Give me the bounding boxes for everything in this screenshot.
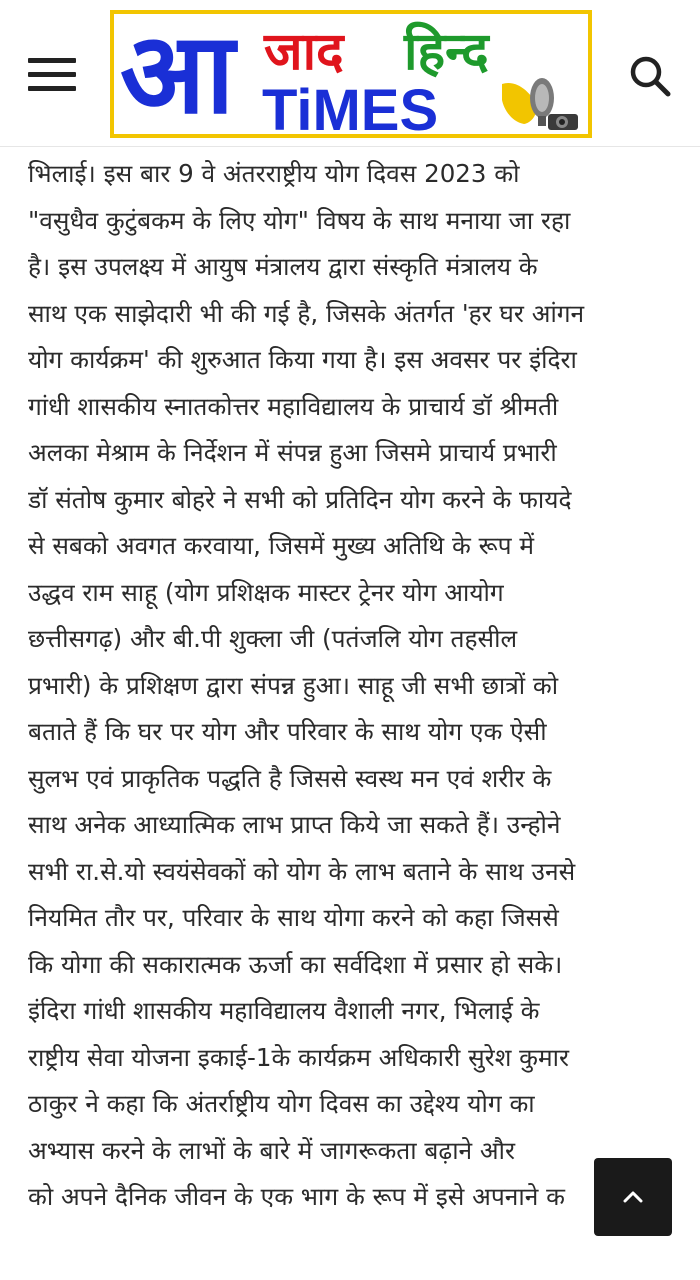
article-line: से सबको अवगत करवाया, जिसमें मुख्य अतिथि के रूप में bbox=[28, 531, 534, 560]
article-line: इंदिरा गांधी शासकीय महाविद्यालय वैशाली नगर, भिलाई के bbox=[28, 996, 540, 1025]
article-line: अलका मेश्राम के निर्देशन में संपन्न हुआ जिसमे प्राचार्य प्रभारी bbox=[28, 438, 557, 467]
search-button[interactable] bbox=[626, 52, 674, 100]
logo-word-hind: हिन्द bbox=[404, 22, 489, 82]
logo-word-jaad: जाद bbox=[264, 22, 344, 82]
article-body bbox=[28, 151, 676, 1221]
chevron-up-icon bbox=[618, 1182, 648, 1212]
logo-word-times: TiMES bbox=[262, 78, 439, 134]
article-line: है। इस उपलक्ष्य में आयुष मंत्रालय द्वारा संस्कृति मंत्रालय के bbox=[28, 252, 538, 281]
logo-graphic bbox=[114, 14, 588, 134]
article-line: कि योगा की सकारात्मक ऊर्जा का सर्वदिशा में प्रसार हो सके। bbox=[28, 949, 563, 979]
article-line: "वसुधैव कुटुंबकम के लिए योग" विषय के साथ मनाया जा रहा bbox=[28, 205, 571, 235]
article-line: नियमित तौर पर, परिवार के साथ योगा करने को कहा जिससे bbox=[28, 903, 559, 932]
article-line: साथ अनेक आध्यात्मिक लाभ प्राप्त किये जा सकते हैं। उन्होने bbox=[28, 810, 561, 839]
article-line: योग कार्यक्रम' की शुरुआत किया गया है। इस अवसर पर इंदिरा bbox=[28, 345, 577, 374]
article-line: अभ्यास करने के लाभों के बारे में जागरूकता बढ़ाने और bbox=[28, 1135, 516, 1165]
article-line: बताते हैं कि घर पर योग और परिवार के साथ योग एक ऐसी bbox=[28, 717, 547, 746]
site-header bbox=[0, 0, 700, 147]
logo-letter-aa: आ bbox=[120, 14, 235, 134]
article-line: डॉ संतोष कुमार बोहरे ने सभी को प्रतिदिन योग करने के फायदे bbox=[28, 484, 572, 514]
microphone-camera-icon bbox=[502, 78, 578, 130]
scroll-to-top-button[interactable] bbox=[594, 1158, 672, 1236]
article-line: ठाकुर ने कहा कि अंतर्राष्ट्रीय योग दिवस का उद्देश्य योग का bbox=[28, 1089, 535, 1118]
article-line: भिलाई। इस बार 9 वे अंतरराष्ट्रीय योग दिवस 2023 को bbox=[28, 159, 520, 188]
article-line: को अपने दैनिक जीवन के एक भाग के रूप में इसे अपनाने क bbox=[28, 1182, 565, 1211]
article-line: साथ एक साझेदारी भी की गई है, जिसके अंतर्गत 'हर घर आंगन bbox=[28, 298, 585, 328]
article-line: छत्तीसगढ़) और बी.पी शुक्ला जी (पतंजलि योग तहसील bbox=[28, 624, 518, 653]
article-line: सभी रा.से.यो स्वयंसेवकों को योग के लाभ बताने के साथ उनसे bbox=[28, 856, 576, 886]
article-line: राष्ट्रीय सेवा योजना इकाई-1के कार्यक्रम अधिकारी सुरेश कुमार bbox=[28, 1042, 569, 1072]
article-line: सुलभ एवं प्राकृतिक पद्धति है जिससे स्वस्थ मन एवं शरीर के bbox=[28, 763, 552, 793]
article-content bbox=[0, 146, 700, 1280]
article-line: उद्धव राम साहू (योग प्रशिक्षक मास्टर ट्रेनर योग आयोग bbox=[28, 577, 504, 607]
search-icon bbox=[626, 52, 674, 100]
menu-button[interactable] bbox=[28, 54, 80, 94]
article-line: प्रभारी) के प्रशिक्षण द्वारा संपन्न हुआ। साहू जी सभी छात्रों को bbox=[28, 670, 559, 700]
site-logo[interactable] bbox=[110, 10, 592, 138]
article-line: गांधी शासकीय स्नातकोत्तर महाविद्यालय के प्राचार्य डॉ श्रीमती bbox=[28, 391, 559, 421]
